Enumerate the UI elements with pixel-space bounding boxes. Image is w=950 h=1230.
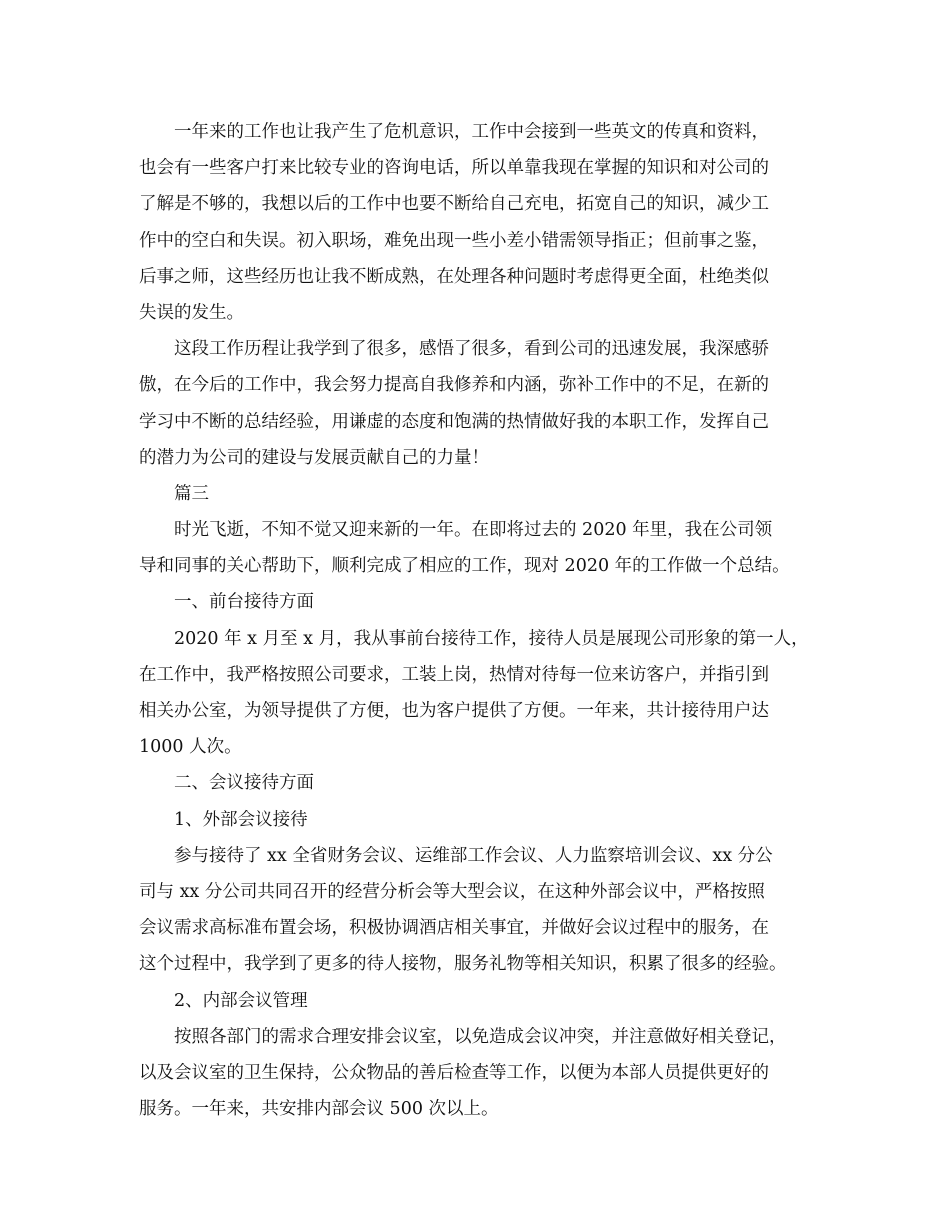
text-line: 后事之师，这些经历也让我不断成熟，在处理各种问题时考虑得更全面，杜绝类似	[139, 266, 769, 287]
text-line: 相关办公室，为领导提供了方便，也为客户提供了方便。一年来，共计接待用户达	[139, 701, 769, 721]
text-line: 这段工作历程让我学到了很多，感悟了很多，看到公司的迅速发展，我深感骄	[174, 339, 769, 360]
text-line: 1000 人次。	[139, 737, 242, 758]
text-line: 按照各部门的需求合理安排会议室，以免造成会议冲突，并注意做好相关登记，	[174, 1026, 787, 1047]
text-line: 一、前台接待方面	[174, 592, 314, 613]
text-line: 二、会议接待方面	[174, 773, 314, 794]
text-line: 学习中不断的总结经验，用谦虚的态度和饱满的热情做好我的本职工作，发挥自己	[139, 411, 769, 432]
text-line: 失误的发生。	[139, 302, 244, 323]
text-line: 司与 xx 分公司共同召开的经营分析会等大型会议，在这种外部会议中，严格按照	[139, 881, 765, 902]
text-line: 作中的空白和失误。初入职场，难免出现一些小差小错需领导指正；但前事之鉴，	[139, 230, 769, 251]
text-line: 时光飞逝，不知不觉又迎来新的一年。在即将过去的 2020 年里，我在公司领	[174, 520, 773, 541]
paragraph-external-meeting-heading	[139, 802, 829, 838]
paragraph-work-journey	[139, 331, 829, 476]
text-line: 服务。一年来，共安排内部会议 500 次以上。	[139, 1099, 499, 1120]
text-line: 一年来的工作也让我产生了危机意识，工作中会接到一些英文的传真和资料，	[174, 122, 769, 142]
text-line: 2020 年 x 月至 x 月，我从事前台接待工作，接待人员是展现公司形象的第一人，	[174, 628, 809, 649]
paragraph-internal-meeting-heading	[139, 983, 829, 1019]
paragraph-part-three-heading	[139, 476, 829, 512]
paragraph-external-meeting	[139, 838, 829, 983]
text-line: 篇三	[174, 483, 209, 504]
paragraph-internal-meeting	[139, 1019, 829, 1128]
text-line: 2、内部会议管理	[174, 990, 308, 1011]
text-line: 1、外部会议接待	[174, 809, 308, 830]
text-line: 会议需求高标准布置会场，积极协调酒店相关事宜，并做好会议过程中的服务，在	[139, 918, 769, 939]
text-line: 以及会议室的卫生保持，公众物品的善后检查等工作，以便为本部人员提供更好的	[139, 1062, 769, 1083]
text-line: 导和同事的关心帮助下，顺利完成了相应的工作，现对 2020 年的工作做一个总结。	[139, 556, 790, 577]
text-line: 参与接待了 xx 全省财务会议、运维部工作会议、人力监察培训会议、xx 分公	[174, 845, 773, 866]
paragraph-section-meeting-heading	[139, 765, 829, 801]
paragraph-intro	[139, 512, 829, 584]
text-line: 了解是不够的，我想以后的工作中也要不断给自己充电，拓宽自己的知识，减少工	[139, 194, 769, 215]
text-line: 的潜力为公司的建设与发展贡献自己的力量！	[139, 447, 489, 468]
paragraph-section-front-desk-heading	[139, 584, 829, 620]
text-line: 这个过程中，我学到了更多的待人接物，服务礼物等相关知识，积累了很多的经验。	[139, 954, 787, 975]
text-line: 也会有一些客户打来比较专业的咨询电话，所以单靠我现在掌握的知识和对公司的	[139, 158, 769, 179]
paragraph-front-desk	[139, 621, 829, 766]
document-body	[139, 114, 829, 1127]
paragraph-crisis-awareness	[139, 114, 829, 331]
text-line: 在工作中，我严格按照公司要求，工装上岗，热情对待每一位来访客户，并指引到	[139, 664, 769, 685]
text-line: 傲，在今后的工作中，我会努力提高自我修养和内涵，弥补工作中的不足，在新的	[139, 375, 769, 396]
